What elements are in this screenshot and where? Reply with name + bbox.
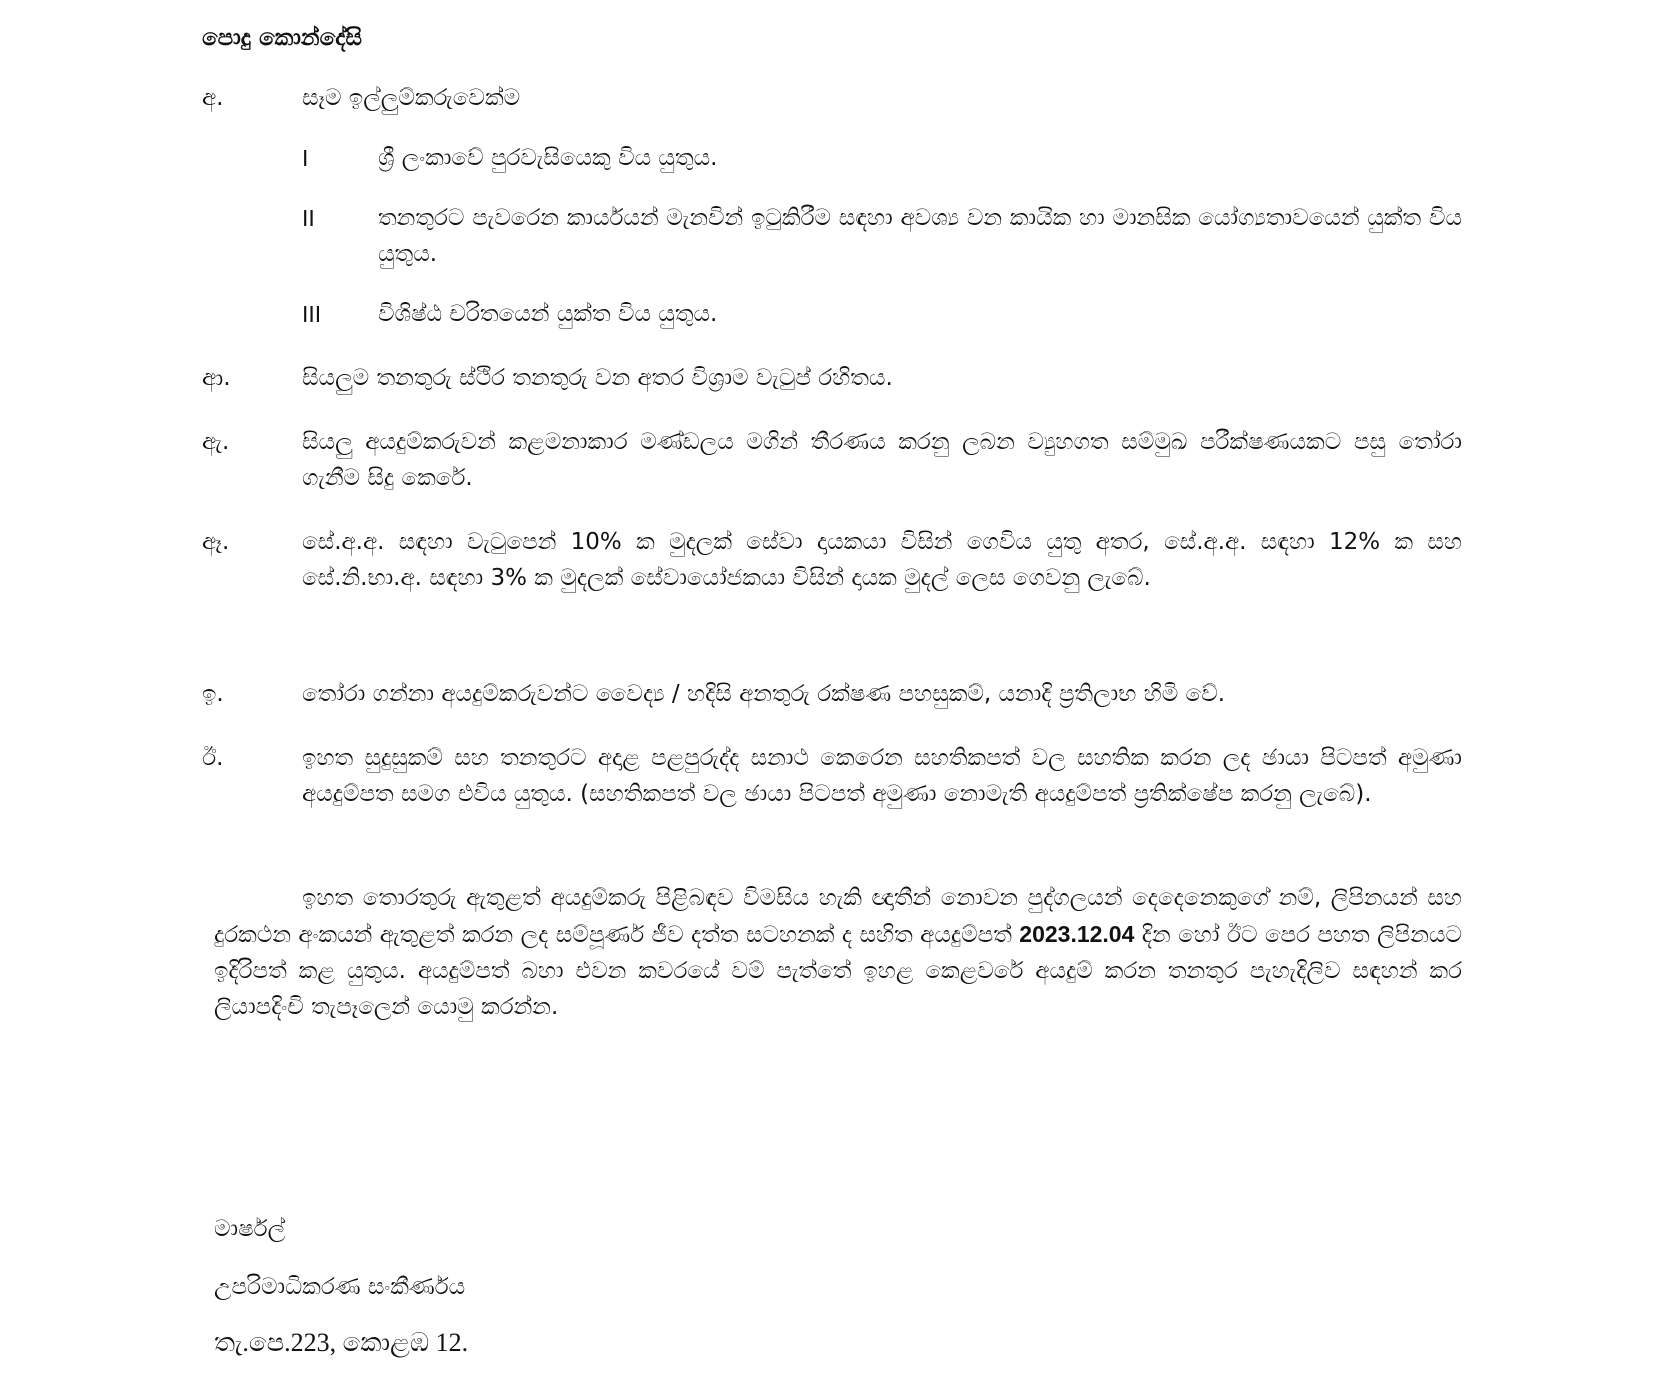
subitem-text: තනතුරට පැවරෙන කාර්යයන් මැනවින් ඉටුකිරීම සඳහා අවශ්‍ය වන කායික හා මානසික යෝග්‍යතාවයෙන් යුක්ත විය යුතුය. xyxy=(378,205,1462,267)
signature-name: මාර්ෂල් xyxy=(214,1216,286,1242)
item-text: තෝරා ගන්නා අයදුම්කරුවන්ට වෛද්‍ය / හදිසි අනතුරු රක්ෂණ පහසුකම්, යනාදි ප්‍රතිලාභ හිමි වේ. xyxy=(302,681,1226,707)
subitem-number: II xyxy=(302,205,315,231)
signature-company: උපරිමාධිකරණ සංකීර්ණය xyxy=(214,1274,466,1300)
item-text: සියලුම තනතුරු ස්ථිර තනතුරු වන අතර විශ්‍රාම වැටුප් රහිතය. xyxy=(302,365,893,391)
item-marker: ඊ. xyxy=(202,745,224,771)
item-marker: ඈ. xyxy=(202,529,230,555)
subitem-number: I xyxy=(302,145,309,171)
subitem-number: III xyxy=(302,301,322,327)
item-text: සෑම ඉල්ලුම්කරුවෙක්ම xyxy=(302,85,521,111)
subitem-text: ශ්‍රී ලංකාවේ පුරවැසියෙකු විය යුතුය. xyxy=(378,145,718,171)
closing-paragraph xyxy=(214,880,1462,1025)
item-text: සියලු අයදුම්කරුවන් කළමනාකාර මණ්ඩලය මගින් තීරණය කරනු ලබන ව්‍යුහගත සම්මුඛ පරීක්ෂණයකට පසු තෝරා ගැනීම සිදු කෙරේ. xyxy=(302,429,1462,491)
item-text: සේ.අ.අ. සඳහා වැටුපෙන් 10% ක මුදලක් සේවා දායකයා විසින් ගෙවිය යුතු අතර, සේ.අ.අ. සඳහා 12% ක සහ සේ.නි.භා.අ. සඳහා 3% ක මුදලක් සේවායෝජකයා විසින් දායක මුදල් ලෙස ගෙවනු ලැබේ. xyxy=(302,529,1462,591)
closing-text-after-date: දින හෝ ඊට පෙර පහත ලිපිනයට ඉදිරිපත් කළ යුතුය. අයදුම්පත් බහා එවන කවරයේ වම් පැත්තේ ඉහළ කෙළවරේ අයදුම් කරන තනතුර පැහැදිලිව සඳහන් කර ලියාපදිංචි තැපෑලෙන් යොමු කරන්න. xyxy=(214,922,1462,1020)
subitem-text: විශිෂ්ඨ චරිතයෙන් යුක්ත විය යුතුය. xyxy=(378,301,718,327)
item-marker: අ. xyxy=(202,85,224,111)
deadline-date: 2023.12.04 xyxy=(1019,921,1135,947)
closing-text-before-date: ඉහත තොරතුරු ඇතුළත් අයදුම්කරු පිළිබඳව විමසිය හැකි ඥාතීන් නොවන පුද්ගලයන් දෙදෙනෙකුගේ නම්, ලිපිනයන් සහ දුරකථන අංකයන් ඇතුළත් කරන ලද සම්පූර්ණ ජීව දත්ත සටහනක් ද සහිත අයදුම්පත් xyxy=(214,885,1462,948)
item-marker: ඇ. xyxy=(202,429,230,455)
item-marker: ආ. xyxy=(202,365,231,391)
section-heading: පොදු කොන්දේසි xyxy=(202,25,363,51)
signature-address: තැ.පෙ.223, කොළඹ 12. xyxy=(214,1328,469,1357)
item-marker: ඉ. xyxy=(202,681,224,707)
item-text: ඉහත සුදුසුකම් සහ තනතුරට අදාළ පළපුරුද්ද සනාථ කෙරෙන සහතිකපත් වල සහතික කරන ලද ඡායා පිටපත් අමුණා අයදුම්පත සමග එවිය යුතුය. (සහතිකපත් වල ඡායා පිටපත් අමුණා නොමැති අයදුම්පත් ප්‍රතික්ෂේප කරනු ලැබේ). xyxy=(302,745,1462,807)
